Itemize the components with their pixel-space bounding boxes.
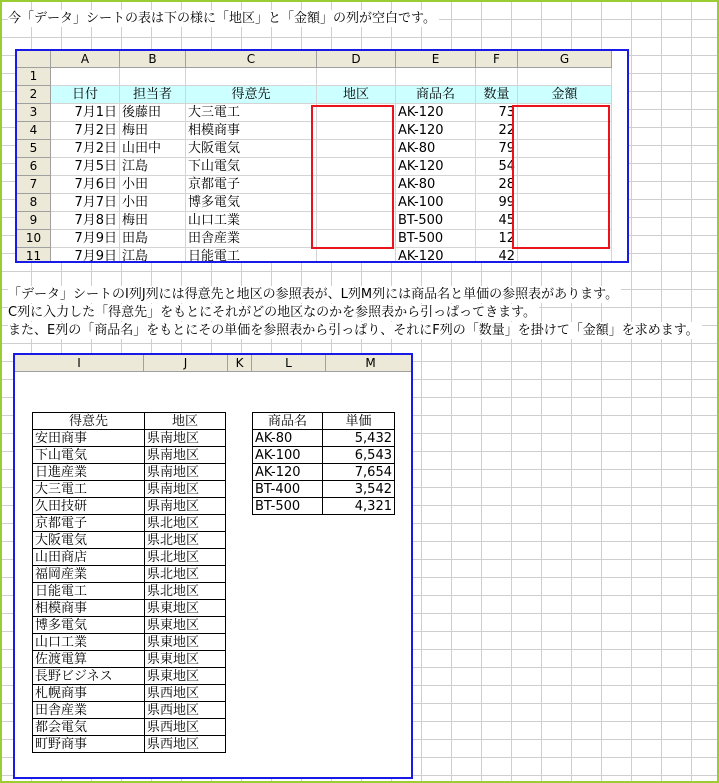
column-header-b[interactable]: B — [120, 51, 186, 68]
unit-price-cell[interactable]: 7,654 — [322, 463, 395, 481]
product-name-cell[interactable]: AK-100 — [252, 446, 323, 464]
unit-price-cell[interactable]: 3,542 — [322, 480, 395, 498]
customer-name-cell[interactable]: 久田技研 — [32, 497, 145, 515]
product-cell[interactable]: AK-80 — [396, 176, 476, 194]
amount-cell-empty[interactable] — [518, 230, 612, 248]
amount-cell-empty[interactable] — [518, 158, 612, 176]
quantity-cell[interactable]: 12 — [476, 230, 518, 248]
customer-cell[interactable]: 田舎産業 — [186, 230, 317, 248]
quantity-cell[interactable]: 45 — [476, 212, 518, 230]
rep-cell[interactable]: 梅田 — [120, 212, 186, 230]
select-all-corner[interactable] — [17, 51, 51, 68]
row-header[interactable]: 5 — [17, 140, 51, 158]
customer-table-header[interactable]: 得意先 — [32, 412, 145, 430]
customer-cell[interactable]: 京都電子 — [186, 176, 317, 194]
column-header-i[interactable]: I — [15, 355, 144, 372]
amount-cell-empty[interactable] — [518, 122, 612, 140]
region-name-cell[interactable]: 県北地区 — [144, 582, 226, 600]
product-cell[interactable]: AK-100 — [396, 194, 476, 212]
customer-name-cell[interactable]: 下山電気 — [32, 446, 145, 464]
quantity-cell[interactable]: 73 — [476, 104, 518, 122]
region-name-cell[interactable]: 県東地区 — [144, 667, 226, 685]
product-name-cell[interactable]: BT-500 — [252, 497, 323, 515]
customer-cell[interactable]: 博多電気 — [186, 194, 317, 212]
region-name-cell[interactable]: 県西地区 — [144, 701, 226, 719]
date-cell[interactable]: 7月1日 — [51, 104, 120, 122]
column-header-m[interactable]: M — [326, 355, 413, 372]
customer-name-cell[interactable]: 福岡産業 — [32, 565, 145, 583]
product-cell[interactable]: AK-120 — [396, 104, 476, 122]
region-name-cell[interactable]: 県東地区 — [144, 616, 226, 634]
product-name-cell[interactable]: AK-80 — [252, 429, 323, 447]
customer-name-cell[interactable]: 博多電気 — [32, 616, 145, 634]
customer-name-cell[interactable]: 大阪電気 — [32, 531, 145, 549]
date-cell[interactable]: 7月2日 — [51, 122, 120, 140]
rep-cell[interactable]: 後藤田 — [120, 104, 186, 122]
amount-cell-empty[interactable] — [518, 140, 612, 158]
region-name-cell[interactable]: 県南地区 — [144, 463, 226, 481]
quantity-cell[interactable]: 28 — [476, 176, 518, 194]
customer-name-cell[interactable]: 町野商事 — [32, 735, 145, 753]
date-cell[interactable]: 7月7日 — [51, 194, 120, 212]
customer-cell[interactable]: 相模商事 — [186, 122, 317, 140]
region-cell-empty[interactable] — [317, 104, 396, 122]
grid-cell[interactable] — [120, 68, 186, 86]
column-header-l[interactable]: L — [252, 355, 326, 372]
unit-price-cell[interactable]: 5,432 — [322, 429, 395, 447]
data-sheet-preview — [15, 49, 629, 263]
customer-name-cell[interactable]: 日能電工 — [32, 582, 145, 600]
explanation-line-3: また、E列の「商品名」をもとにその単価を参照表から引っぱり、それにF列の「数量」を掛けて「金額」を求めます。 — [8, 322, 702, 339]
region-name-cell[interactable]: 県西地区 — [144, 735, 226, 753]
row-header[interactable]: 4 — [17, 122, 51, 140]
region-name-cell[interactable]: 県東地区 — [144, 650, 226, 668]
column-header-j[interactable]: J — [144, 355, 228, 372]
intro-text: 今「データ」シートの表は下の様に「地区」と「金額」の列が空白です。 — [8, 10, 439, 27]
date-cell[interactable]: 7月9日 — [51, 230, 120, 248]
region-name-cell[interactable]: 県北地区 — [144, 548, 226, 566]
amount-cell-empty[interactable] — [518, 176, 612, 194]
customer-name-cell[interactable]: 山口工業 — [32, 633, 145, 651]
region-name-cell[interactable]: 県南地区 — [144, 480, 226, 498]
date-cell[interactable]: 7月8日 — [51, 212, 120, 230]
region-cell-empty[interactable] — [317, 158, 396, 176]
column-header-k[interactable]: K — [228, 355, 252, 372]
region-name-cell[interactable]: 県東地区 — [144, 633, 226, 651]
region-table-header[interactable]: 地区 — [144, 412, 226, 430]
region-name-cell[interactable]: 県南地区 — [144, 497, 226, 515]
date-cell[interactable]: 7月2日 — [51, 140, 120, 158]
amount-cell-empty[interactable] — [518, 194, 612, 212]
row-header[interactable]: 8 — [17, 194, 51, 212]
price-table-header[interactable]: 単価 — [322, 412, 395, 430]
column-header-d[interactable]: D — [317, 51, 396, 68]
quantity-cell[interactable]: 79 — [476, 140, 518, 158]
rep-cell[interactable]: 田島 — [120, 230, 186, 248]
date-cell[interactable]: 7月6日 — [51, 176, 120, 194]
row-header[interactable]: 6 — [17, 158, 51, 176]
amount-cell-empty[interactable] — [518, 248, 612, 263]
customer-name-cell[interactable]: 相模商事 — [32, 599, 145, 617]
customer-name-cell[interactable]: 田舎産業 — [32, 701, 145, 719]
region-name-cell[interactable]: 県南地区 — [144, 446, 226, 464]
region-cell-empty[interactable] — [317, 140, 396, 158]
customer-name-cell[interactable]: 佐渡電算 — [32, 650, 145, 668]
grid-cell[interactable] — [317, 68, 396, 86]
date-cell[interactable]: 7月5日 — [51, 158, 120, 176]
customer-cell[interactable]: 山口工業 — [186, 212, 317, 230]
unit-price-cell[interactable]: 4,321 — [322, 497, 395, 515]
quantity-cell[interactable]: 22 — [476, 122, 518, 140]
region-cell-empty[interactable] — [317, 248, 396, 263]
table-header-cell[interactable]: 得意先 — [186, 86, 317, 104]
row-header[interactable]: 11 — [17, 248, 51, 263]
unit-price-cell[interactable]: 6,543 — [322, 446, 395, 464]
customer-name-cell[interactable]: 札幌商事 — [32, 684, 145, 702]
region-name-cell[interactable]: 県西地区 — [144, 684, 226, 702]
region-cell-empty[interactable] — [317, 212, 396, 230]
quantity-cell[interactable]: 42 — [476, 248, 518, 263]
customer-name-cell[interactable]: 都会電気 — [32, 718, 145, 736]
region-name-cell[interactable]: 県北地区 — [144, 565, 226, 583]
region-name-cell[interactable]: 県北地区 — [144, 514, 226, 532]
grid-cell[interactable] — [396, 68, 476, 86]
region-cell-empty[interactable] — [317, 230, 396, 248]
explanation-line-1: 「データ」シートのI列J列には得意先と地区の参照表が、L列M列には商品名と単価の参照表があります。 — [8, 286, 621, 303]
table-header-cell[interactable]: 商品名 — [396, 86, 476, 104]
rep-cell[interactable]: 山田中 — [120, 140, 186, 158]
region-cell-empty[interactable] — [317, 176, 396, 194]
product-cell[interactable]: BT-500 — [396, 212, 476, 230]
product-cell[interactable]: AK-120 — [396, 158, 476, 176]
region-name-cell[interactable]: 県南地区 — [144, 429, 226, 447]
customer-name-cell[interactable]: 安田商事 — [32, 429, 145, 447]
rep-cell[interactable]: 小田 — [120, 176, 186, 194]
region-name-cell[interactable]: 県北地区 — [144, 531, 226, 549]
product-cell[interactable]: AK-80 — [396, 140, 476, 158]
reference-tables-preview — [13, 353, 413, 779]
date-cell[interactable]: 7月9日 — [51, 248, 120, 263]
row-header[interactable]: 10 — [17, 230, 51, 248]
grid-cell[interactable] — [51, 68, 120, 86]
customer-name-cell[interactable]: 日進産業 — [32, 463, 145, 481]
table-header-cell[interactable]: 地区 — [317, 86, 396, 104]
column-header-f[interactable]: F — [476, 51, 518, 68]
customer-cell[interactable]: 大阪電気 — [186, 140, 317, 158]
quantity-cell[interactable]: 99 — [476, 194, 518, 212]
row-header[interactable]: 9 — [17, 212, 51, 230]
column-header-g[interactable]: G — [518, 51, 612, 68]
rep-cell[interactable]: 江島 — [120, 248, 186, 263]
region-cell-empty[interactable] — [317, 122, 396, 140]
quantity-cell[interactable]: 54 — [476, 158, 518, 176]
product-name-cell[interactable]: BT-400 — [252, 480, 323, 498]
row-header[interactable]: 3 — [17, 104, 51, 122]
column-header-c[interactable]: C — [186, 51, 317, 68]
row-header[interactable]: 1 — [17, 68, 51, 86]
grid-cell[interactable] — [476, 68, 518, 86]
explanation-line-2: C列に入力した「得意先」をもとにそれがどの地区なのかを参照表から引っぱってきます。 — [8, 304, 539, 321]
amount-cell-empty[interactable] — [518, 212, 612, 230]
rep-cell[interactable]: 江島 — [120, 158, 186, 176]
customer-cell[interactable]: 大三電工 — [186, 104, 317, 122]
product-cell[interactable]: AK-120 — [396, 122, 476, 140]
customer-cell[interactable]: 下山電気 — [186, 158, 317, 176]
region-name-cell[interactable]: 県西地区 — [144, 718, 226, 736]
table-header-cell[interactable]: 数量 — [476, 86, 518, 104]
customer-cell[interactable]: 日能電工 — [186, 248, 317, 263]
table-header-cell[interactable]: 担当者 — [120, 86, 186, 104]
table-header-cell[interactable]: 日付 — [51, 86, 120, 104]
rep-cell[interactable]: 小田 — [120, 194, 186, 212]
rep-cell[interactable]: 梅田 — [120, 122, 186, 140]
grid-cell[interactable] — [186, 68, 317, 86]
region-name-cell[interactable]: 県東地区 — [144, 599, 226, 617]
column-header-a[interactable]: A — [51, 51, 120, 68]
column-header-e[interactable]: E — [396, 51, 476, 68]
customer-name-cell[interactable]: 京都電子 — [32, 514, 145, 532]
grid-cell[interactable] — [518, 68, 612, 86]
table-header-cell[interactable]: 金額 — [518, 86, 612, 104]
region-cell-empty[interactable] — [317, 194, 396, 212]
row-header[interactable]: 2 — [17, 86, 51, 104]
product-table-header[interactable]: 商品名 — [252, 412, 323, 430]
customer-name-cell[interactable]: 大三電工 — [32, 480, 145, 498]
product-cell[interactable]: AK-120 — [396, 248, 476, 263]
row-header[interactable]: 7 — [17, 176, 51, 194]
customer-name-cell[interactable]: 山田商店 — [32, 548, 145, 566]
product-cell[interactable]: BT-500 — [396, 230, 476, 248]
customer-name-cell[interactable]: 長野ビジネス — [32, 667, 145, 685]
product-name-cell[interactable]: AK-120 — [252, 463, 323, 481]
amount-cell-empty[interactable] — [518, 104, 612, 122]
